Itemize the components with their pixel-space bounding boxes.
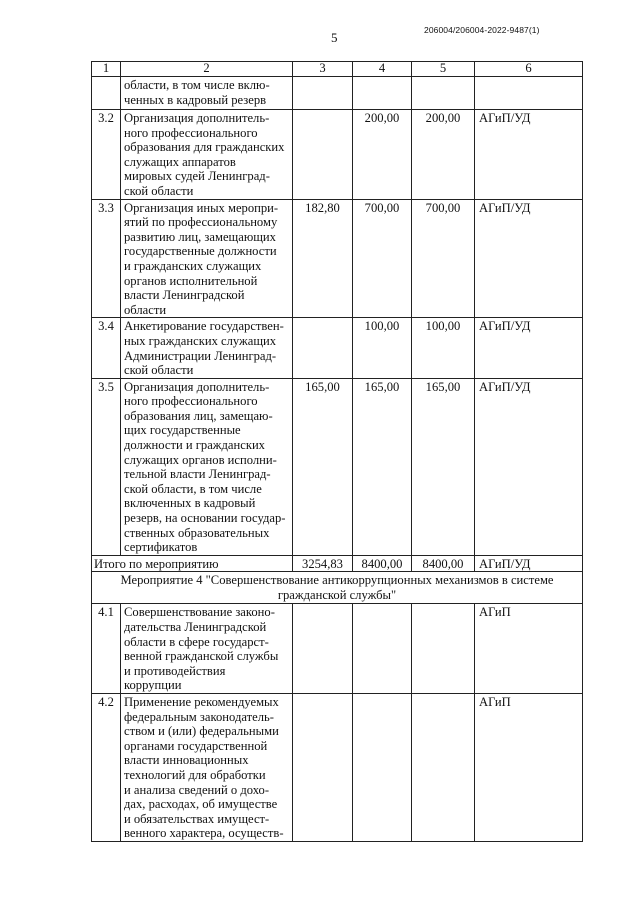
column-header: 4 [353,62,412,77]
document-id: 206004/206004-2022-9487(1) [424,25,540,35]
cell-responsible: АГиП/УД [475,378,583,555]
column-header: 1 [92,62,121,77]
table-row [92,110,583,200]
total-col4: 8400,00 [353,555,412,572]
cell-responsible: АГиП/УД [475,318,583,378]
cell-col4: 100,00 [353,318,412,378]
cell-col5: 100,00 [412,318,475,378]
cell-col3 [293,110,353,200]
row-number: 4.1 [92,604,121,694]
cell-col5: 200,00 [412,110,475,200]
table-row [92,199,583,318]
cell-col5: 700,00 [412,199,475,318]
cell-col4 [353,693,412,841]
row-description: Анкетирование государствен- ных гражданских служащих Администрации Ленинград- ской области [121,318,293,378]
table-row [92,77,583,110]
column-header: 2 [121,62,293,77]
event-title: Мероприятие 4 "Совершенствование антикоррупционных механизмов в системе гражданской службы" [92,572,583,604]
table-row [92,378,583,555]
cell-col4 [353,77,412,110]
cell-col3 [293,77,353,110]
table-row [92,318,583,378]
cell-col4: 700,00 [353,199,412,318]
row-number [92,77,121,110]
row-description: Организация дополнитель- ного профессионального образования лиц, замещаю- щих государственные должности и гражданских служащих органов исполни- тельной власти Ленинград- ской области, в том числе включенных в кадровый резерв, на основании государ- ственных образовательных сертификатов [121,378,293,555]
cell-col3 [293,604,353,694]
row-description: Организация иных меропри- ятий по профессиональному развитию лиц, замещающих государственные должности и гражданских служащих органов исполнительной власти Ленинградской области [121,199,293,318]
row-description: Применение рекомендуемых федеральным законодатель- ством и (или) федеральными органами государственной власти инновационных технологий для обработки и анализа сведений о дохо- дах, расходах, об имуществе и обязательствах имущест- венного характера, осуществ- [121,693,293,841]
cell-col4 [353,604,412,694]
row-description: области, в том числе вклю- ченных в кадровый резерв [121,77,293,110]
row-number: 3.4 [92,318,121,378]
cell-responsible [475,77,583,110]
row-description: Совершенствование законо- дательства Ленинградской области в сфере государст- венной гражданской службы и противодействия коррупции [121,604,293,694]
table-row [92,693,583,841]
row-number: 3.3 [92,199,121,318]
total-label: Итого по мероприятию [92,555,293,572]
table-header-row [92,62,583,77]
cell-col5 [412,77,475,110]
total-row [92,555,583,572]
row-description: Организация дополнитель- ного профессионального образования для гражданских служащих аппаратов мировых судей Ленинград- ской области [121,110,293,200]
row-number: 3.5 [92,378,121,555]
column-header: 3 [293,62,353,77]
measures-table [91,61,583,842]
cell-responsible: АГиП/УД [475,199,583,318]
total-col5: 8400,00 [412,555,475,572]
row-number: 4.2 [92,693,121,841]
cell-col3 [293,318,353,378]
cell-col5: 165,00 [412,378,475,555]
cell-col3: 165,00 [293,378,353,555]
total-responsible: АГиП/УД [475,555,583,572]
page-number: 5 [331,30,338,45]
table-row [92,604,583,694]
cell-col5 [412,604,475,694]
column-header: 5 [412,62,475,77]
row-number: 3.2 [92,110,121,200]
cell-col5 [412,693,475,841]
event-title-row [92,572,583,604]
cell-col4: 200,00 [353,110,412,200]
column-header: 6 [475,62,583,77]
cell-col3 [293,693,353,841]
cell-responsible: АГиП/УД [475,110,583,200]
total-col3: 3254,83 [293,555,353,572]
cell-col4: 165,00 [353,378,412,555]
cell-responsible: АГиП [475,604,583,694]
cell-responsible: АГиП [475,693,583,841]
cell-col3: 182,80 [293,199,353,318]
